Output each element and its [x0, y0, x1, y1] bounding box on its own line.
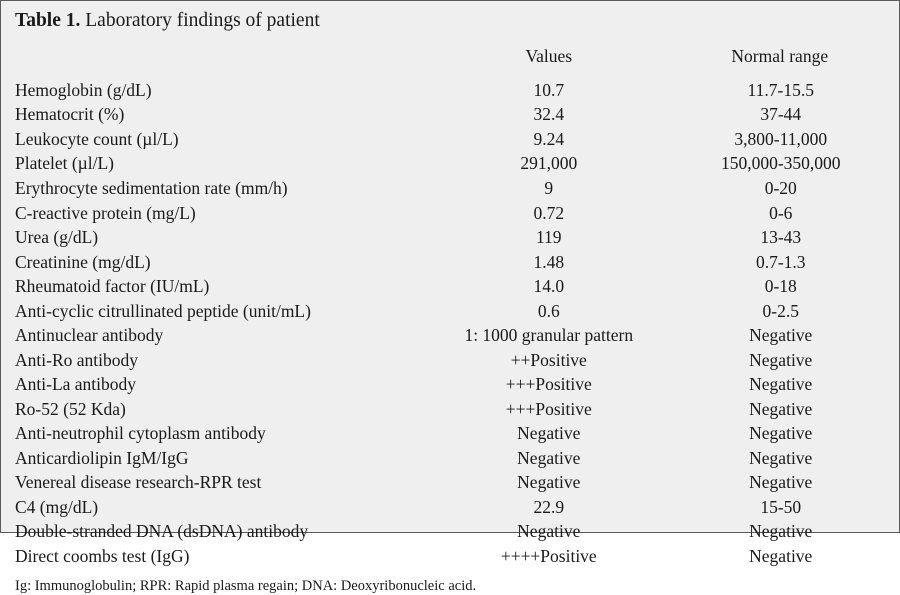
row-normal-range: 11.7-15.5 [747, 79, 814, 100]
laboratory-findings-table-body [1, 78, 899, 568]
row-normal-range: Negative [749, 472, 813, 493]
column-header-normal-range: Normal range [731, 46, 829, 67]
row-parameter: C4 (mg/dL) [15, 496, 99, 517]
row-normal-range: Negative [749, 325, 813, 346]
row-normal-range: Negative [749, 398, 813, 419]
table-row [1, 103, 899, 128]
row-normal-range: 0-20 [764, 177, 797, 198]
table-row [1, 397, 899, 422]
column-header-values: Values [525, 46, 573, 67]
row-parameter: Anti-La antibody [15, 374, 137, 395]
table-body-wrapper [1, 74, 899, 571]
table-row [1, 226, 899, 251]
row-value: 1.48 [533, 251, 565, 272]
row-parameter: Anticardiolipin IgM/IgG [15, 447, 189, 468]
row-normal-range: 15-50 [760, 496, 802, 517]
table-row [1, 520, 899, 545]
table-caption [1, 1, 899, 40]
row-value: 14.0 [533, 276, 565, 297]
row-parameter: Ro-52 (52 Kda) [15, 398, 126, 419]
row-value: 0.72 [533, 202, 565, 223]
table-row [1, 348, 899, 373]
column-header-parameter [1, 40, 423, 74]
table-row [1, 176, 899, 201]
table-row [1, 299, 899, 324]
row-value: 10.7 [533, 79, 565, 100]
table-row [1, 446, 899, 471]
table-row [1, 275, 899, 300]
row-normal-range: 3,800-11,000 [734, 128, 828, 149]
row-value: Negative [517, 447, 581, 468]
table-header-row-group [1, 40, 899, 74]
table-row [1, 495, 899, 520]
row-parameter: Platelet (µl/L) [15, 153, 115, 174]
row-parameter: Leukocyte count (µl/L) [15, 128, 179, 149]
table-header-row [1, 40, 899, 74]
row-parameter: Double-stranded DNA (dsDNA) antibody [15, 521, 309, 542]
row-normal-range: Negative [749, 447, 813, 468]
table-row [1, 152, 899, 177]
table-caption-label: Table 1. [15, 10, 81, 31]
row-value: Negative [517, 423, 581, 444]
row-value: Negative [517, 521, 581, 542]
row-parameter: Antinuclear antibody [15, 325, 164, 346]
table-row [1, 78, 899, 103]
row-parameter: C-reactive protein (mg/L) [15, 202, 196, 223]
row-parameter: Venereal disease research-RPR test [15, 472, 262, 493]
row-value: 1: 1000 granular pattern [464, 325, 634, 346]
row-value: 0.6 [537, 300, 560, 321]
row-normal-range: Negative [749, 349, 813, 370]
row-parameter: Anti-neutrophil cytoplasm antibody [15, 423, 266, 444]
row-value: 9.24 [533, 128, 565, 149]
table-row [1, 544, 899, 569]
row-normal-range: Negative [749, 545, 813, 566]
row-normal-range: 0-18 [764, 276, 797, 297]
row-parameter: Direct coombs test (IgG) [15, 545, 190, 566]
row-normal-range: Negative [749, 374, 813, 395]
table-row [1, 422, 899, 447]
row-value: +++Positive [505, 398, 592, 419]
row-value: ++Positive [510, 349, 587, 370]
row-parameter: Urea (g/dL) [15, 227, 99, 248]
row-value: 291,000 [520, 153, 578, 174]
table-row [1, 324, 899, 349]
table-row [1, 127, 899, 152]
row-value: 9 [544, 177, 554, 198]
table-caption-text: Laboratory findings of patient [85, 10, 320, 31]
row-value: Negative [517, 472, 581, 493]
row-parameter: Rheumatoid factor (IU/mL) [15, 276, 210, 297]
row-value: 32.4 [533, 104, 565, 125]
table-row [1, 201, 899, 226]
row-parameter: Creatinine (mg/dL) [15, 251, 151, 272]
row-normal-range: 0-2.5 [762, 300, 799, 321]
row-parameter: Hematocrit (%) [15, 104, 125, 125]
row-parameter: Erythrocyte sedimentation rate (mm/h) [15, 177, 288, 198]
row-normal-range: Negative [749, 423, 813, 444]
row-normal-range: 150,000-350,000 [720, 153, 841, 174]
row-parameter: Anti-Ro antibody [15, 349, 138, 370]
table-footnote: Ig: Immunoglobulin; RPR: Rapid plasma regain; DNA: Deoxyribonucleic acid. [15, 577, 477, 594]
laboratory-findings-table [1, 40, 899, 74]
row-parameter: Anti-cyclic citrullinated peptide (unit/mL) [15, 300, 311, 321]
row-normal-range: 0-6 [769, 202, 793, 223]
row-normal-range: 13-43 [760, 227, 802, 248]
row-normal-range: 37-44 [760, 104, 802, 125]
row-value: +++Positive [505, 374, 592, 395]
row-normal-range: 0.7-1.3 [755, 251, 806, 272]
row-value: ++++Positive [500, 545, 597, 566]
table-row [1, 373, 899, 398]
table-row [1, 471, 899, 496]
row-normal-range: Negative [749, 521, 813, 542]
row-value: 119 [535, 227, 562, 248]
row-value: 22.9 [533, 496, 565, 517]
row-parameter: Hemoglobin (g/dL) [15, 79, 152, 100]
table-row [1, 250, 899, 275]
